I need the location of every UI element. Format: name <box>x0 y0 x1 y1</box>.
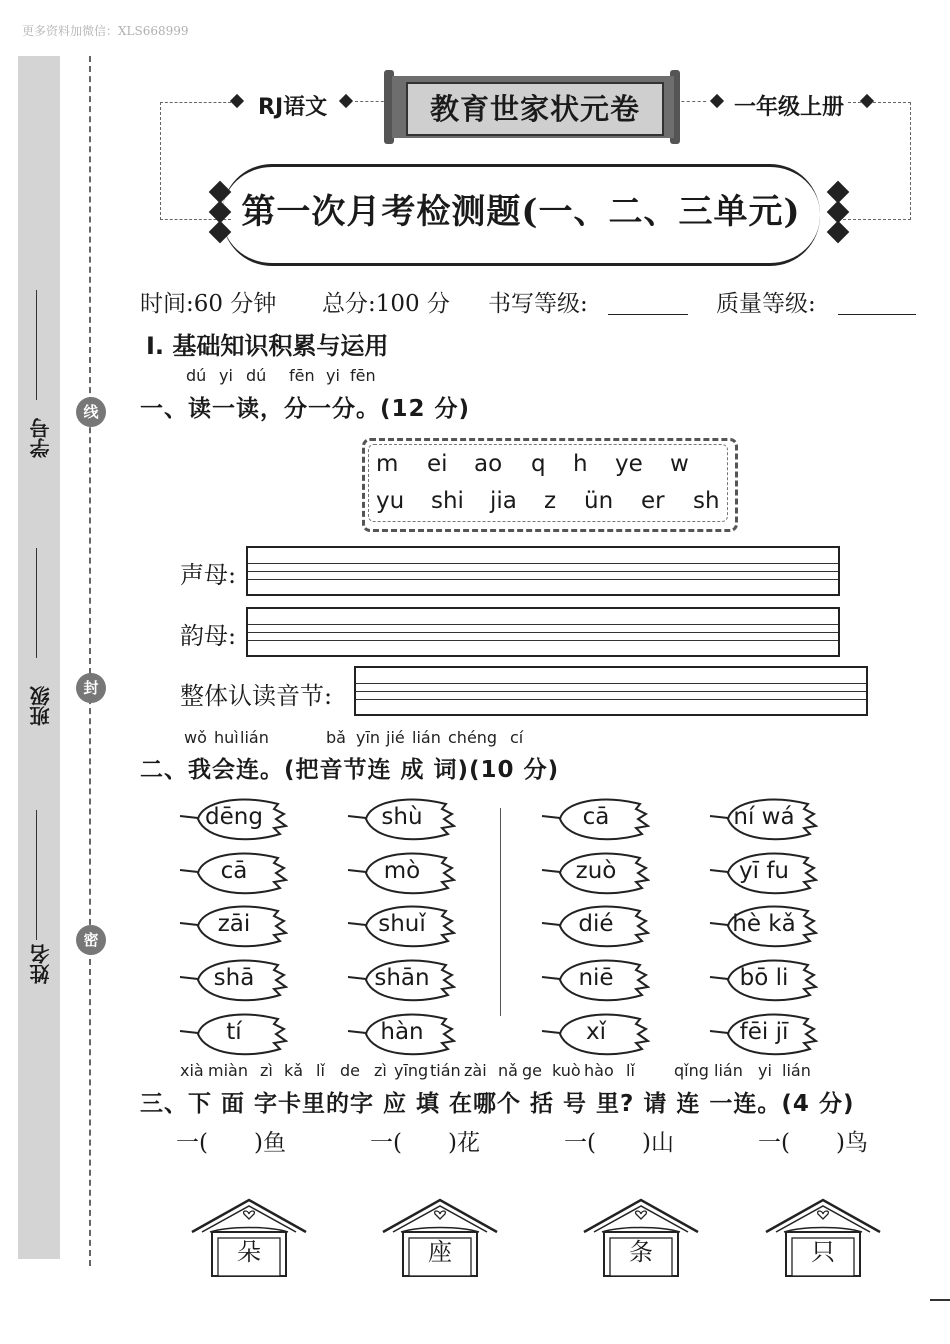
syllable-text: cā <box>220 858 248 884</box>
syllable-leaf[interactable] <box>708 903 818 949</box>
syllable-text: hàn <box>380 1019 424 1045</box>
name-line <box>36 810 37 940</box>
blank-flower[interactable]: 一( )花 <box>370 1130 480 1156</box>
syllable-leaf[interactable] <box>708 1011 818 1057</box>
syllable-text: xǐ <box>585 1019 606 1045</box>
syllable-text: zuò <box>575 858 617 884</box>
subject-tag: RJ语文 <box>252 90 333 121</box>
syllable-leaf[interactable] <box>346 796 456 842</box>
right-bracket <box>838 102 911 220</box>
diamond-icon <box>230 94 244 108</box>
syllable-leaf[interactable] <box>708 957 818 1003</box>
finals-answer[interactable] <box>246 607 840 657</box>
house-char: 条 <box>629 1238 653 1266</box>
syllable-text: hè kǎ <box>732 911 796 937</box>
syllable-text: tí <box>226 1019 242 1045</box>
syllable-text: zāi <box>217 911 251 937</box>
exam-time: 时间:60 分钟 <box>140 291 277 317</box>
grade-tag: 一年级上册 <box>730 90 848 121</box>
student-no-line <box>36 290 37 400</box>
dash-connector <box>676 101 706 102</box>
syllable-leaf[interactable] <box>178 903 288 949</box>
syllable-leaf[interactable] <box>540 957 650 1003</box>
blank-mountain[interactable]: 一( )山 <box>564 1130 674 1156</box>
binding-strip <box>18 56 60 1259</box>
syllable-text: ní wá <box>733 804 795 830</box>
watermark: 更多资料加微信：XLS668999 <box>22 24 189 38</box>
syllable-leaf[interactable] <box>540 796 650 842</box>
seal-secret-mark: 密 <box>76 925 106 955</box>
q3-title: 三、下 面 字卡里的字 应 填 在哪个 括 号 里? 请 连 一连。(4 分) <box>140 1091 855 1117</box>
syllable-text: shuǐ <box>378 911 426 937</box>
quality-grade-label: 质量等级: <box>716 291 816 317</box>
syllable-leaf[interactable] <box>178 1011 288 1057</box>
syllable-text: yī fu <box>739 858 789 884</box>
house-char: 座 <box>428 1238 452 1266</box>
writing-grade-label: 书写等级: <box>488 291 588 317</box>
syllable-text: dié <box>578 911 614 937</box>
seal-seal-mark: 封 <box>76 673 106 703</box>
diamond-icon <box>710 94 724 108</box>
blank-fish[interactable]: 一( )鱼 <box>176 1130 286 1156</box>
syllable-leaf[interactable] <box>178 796 288 842</box>
syllable-leaf[interactable] <box>178 850 288 896</box>
syllable-leaf[interactable] <box>540 850 650 896</box>
syllable-leaf[interactable] <box>708 850 818 896</box>
letter-row-1: m ei ao q h ye w <box>376 451 689 477</box>
syllable-leaf[interactable] <box>346 850 456 896</box>
quality-grade-blank[interactable] <box>838 314 916 315</box>
syllable-leaf[interactable] <box>178 957 288 1003</box>
exam-total: 总分:100 分 <box>322 291 450 317</box>
seal-line-mark: 线 <box>76 397 106 427</box>
initials-label: 声母: <box>180 561 237 589</box>
syllable-leaf[interactable] <box>540 903 650 949</box>
house-char: 只 <box>811 1238 835 1266</box>
class-line <box>36 548 37 658</box>
writing-grade-blank[interactable] <box>608 314 688 315</box>
syllable-leaf[interactable] <box>708 796 818 842</box>
syllable-text: bō li <box>739 965 789 991</box>
syllable-text: shù <box>381 804 423 830</box>
cut-line <box>89 56 91 1266</box>
page-mark <box>930 1299 950 1301</box>
finals-label: 韵母: <box>180 622 237 650</box>
house-card[interactable] <box>582 1198 700 1278</box>
name-label: 姓名 <box>29 944 53 984</box>
syllable-leaf[interactable] <box>540 1011 650 1057</box>
letter-row-2: yu shi jia z ün er sh <box>376 488 720 514</box>
diamond-icon <box>339 94 353 108</box>
house-card[interactable] <box>764 1198 882 1278</box>
diamond-icon <box>827 221 850 244</box>
q2-title: 二、我会连。(把音节连 成 词)(10 分) <box>140 757 560 783</box>
syllable-leaf[interactable] <box>346 903 456 949</box>
syllable-text: shā <box>213 965 255 991</box>
syllable-text: niē <box>578 965 614 991</box>
syllable-leaf[interactable] <box>346 1011 456 1057</box>
student-no-label: 学号 <box>29 418 53 458</box>
syllable-text: fēi jī <box>739 1019 789 1045</box>
syllable-text: dēng <box>205 804 263 830</box>
syllable-text: shān <box>374 965 430 991</box>
class-label: 班级 <box>29 686 53 726</box>
house-card[interactable] <box>190 1198 308 1278</box>
house-char: 朵 <box>237 1238 261 1266</box>
section-title: Ⅰ. 基础知识积累与运用 <box>146 332 389 360</box>
q3-pinyin: xià miàn zì kǎ lǐ de zì yīng tián zài nǎ ge kuò hào lǐ qǐng lián yi lián <box>180 1061 811 1080</box>
whole-syllable-answer[interactable] <box>354 666 868 716</box>
q1-title: 一、读一读，分一分。(12 分) <box>140 396 471 422</box>
exam-title: 第一次月考检测题(一、二、三单元) <box>241 192 801 232</box>
house-card[interactable] <box>381 1198 499 1278</box>
syllable-leaf[interactable] <box>346 957 456 1003</box>
brand-title: 教育世家状元卷 <box>406 82 664 136</box>
blank-bird[interactable]: 一( )鸟 <box>758 1130 868 1156</box>
syllable-text: cā <box>582 804 610 830</box>
initials-answer[interactable] <box>246 546 840 596</box>
whole-syllable-label: 整体认读音节: <box>180 682 333 710</box>
column-divider <box>500 808 501 1016</box>
syllable-text: mò <box>383 858 421 884</box>
